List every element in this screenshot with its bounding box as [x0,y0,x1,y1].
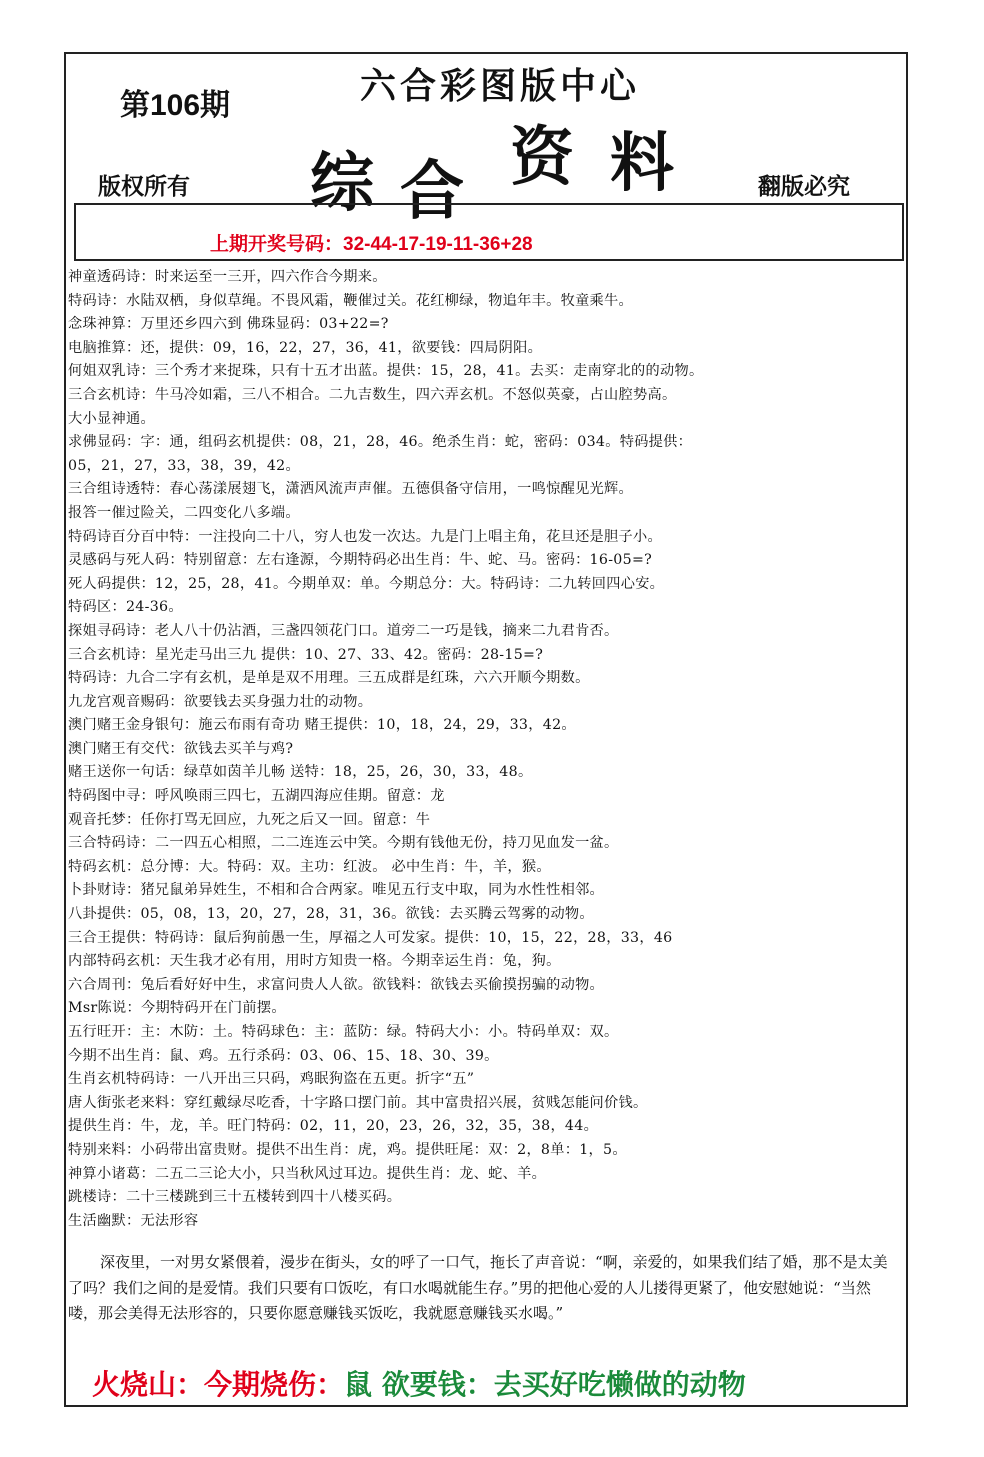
content-line: 生肖玄机特码诗：一八开出三只码，鸡眠狗盗在五更。折字“五” [68,1071,475,1088]
content-line: 五行旺开：主：木防：土。特码球色：主：蓝防：绿。特码大小：小。特码单双：双。 [68,1024,619,1040]
content-lines [68,266,910,1233]
content-line: 05，21，27，33，38，39，42。 [68,457,300,474]
main-title-char-4: 料 [610,126,674,201]
footer-part-2: 鼠 [344,1368,373,1401]
footer-part-3: 欲要钱：去买好吃懒做的动物 [381,1368,746,1401]
content-line: 卜卦财诗：猪兄鼠弟异姓生，不相和合合两家。唯见五行支中取，同为水性性相邻。 [68,882,605,899]
content-line: 三合特码诗：二一四五心相照，二二连连云中笑。今期有钱他无份，持刀见血发一盆。 [68,835,619,852]
content-line: 特码诗百分百中特：一注投向二十八，穷人也发一次达。九是门上唱主角，花旦还是胆子小。 [68,528,662,545]
content-line: 探姐寻码诗：老人八十仍沾酒，三盏四领花门口。道旁二一巧是钱，摘来二九君肯否。 [68,622,619,639]
content-line: 电脑推算：还，提供：09，16，22，27，36，41，欲要钱：四局阴阳。 [68,339,543,356]
content-line: 六合周刊：兔后看好好中生，求富问贵人人欲。欲钱料：欲钱去买偷摸拐骗的动物。 [68,976,605,993]
content-line: 特码诗：九合二字有玄机，是单是双不用理。三五成群是红珠，六六开顺今期数。 [68,670,590,687]
content-line: 今期不出生肖：鼠、鸡。五行杀码：03、06、15、18、30、39。 [68,1047,499,1064]
content-line: 提供生肖：牛，龙，羊。旺门特码：02，11，20，23，26，32，35，38，44。 [68,1118,599,1135]
main-title-char-1: 综 [310,146,374,221]
content-line: 特码图中寻：呼风唤雨三四七，五湖四海应佳期。留意：龙 [68,788,445,805]
content-line: 三合组诗透特：春心荡漾展翅飞，潇洒风流声声催。五德俱备守信用，一鸣惊醒见光辉。 [68,481,634,498]
last-result-text: 上期开奖号码：32-44-17-19-11-36+28 [210,234,533,255]
humor-story: 深夜里，一对男女紧偎着，漫步在街头，女的呼了一口气，拖长了声音说：“啊，亲爱的，如果我们结了婚，那不是太美了吗？我们之间的是爱情。我们只要有口饭吃，有口水喝就能生存。”男的把他心爱的人儿搂得更紧了，他安慰她说：“当然喽，那会美得无法形容的，只要你愿意赚钱买饭吃，我就愿意赚钱买水喝。” [68,1253,888,1322]
content-line: 念珠神算：万里还乡四六到 佛珠显码：03+22=? [68,316,389,333]
main-title-char-2: 合 [400,154,464,229]
content-line: 特码区：24-36。 [68,599,183,616]
footer-banner [92,1363,746,1403]
footer-part-1: 火烧山：今期烧伤： [92,1368,345,1401]
content-line: 特码玄机：总分博：大。特码：双。主功：红波。 必中生肖：牛，羊，猴。 [68,858,551,875]
content-line: 何姐双乳诗：三个秀才来捉珠，只有十五才出蓝。提供：15，28，41。去买：走南穿北的的动物。 [68,363,704,380]
piracy-note: 翻版必究 [758,173,850,200]
content-line: 赌王送你一句话：绿草如茵羊儿畅 送特：18，25，26，30，33，48。 [68,764,533,781]
content-line: 澳门赌王有交代：欲钱去买羊与鸡? [68,740,294,757]
content-line: 特别来料：小码带出富贵财。提供不出生肖：虎，鸡。提供旺尾：双：2，8单：1，5。 [68,1141,627,1158]
content-line: 三合王提供：特码诗：鼠后狗前愚一生，厚福之人可发家。提供：10，15，22，28，33，46 [68,929,673,946]
content-line: 三合玄机诗：牛马冷如霜，三八不相合。二九吉数生，四六弄玄机。不怒似英豪，占山腔势高。 [68,386,677,403]
content-line: Msr陈说：今期特码开在门前摆。 [68,1000,286,1017]
content-line: 观音托梦：任你打骂无回应，九死之后又一回。留意：牛 [68,811,431,828]
content-line: 神算小诸葛：二五二三论大小，只当秋风过耳边。提供生肖：龙、蛇、羊。 [68,1165,547,1182]
content-line: 神童透码诗：时来运至一三开，四六作合今期来。 [68,269,387,285]
content-line: 三合玄机诗：星光走马出三九 提供：10、27、33、42。密码：28-15=? [68,646,544,663]
copyright-note: 版权所有 [98,173,190,200]
content-line: 八卦提供：05，08，13，20，27，28，31，36。欲钱：去买腾云驾雾的动物。 [68,906,594,923]
content-line: 内部特码玄机：天生我才必有用，用时方知贵一格。今期幸运生肖：兔，狗。 [68,953,561,970]
content-line: 报答一催过险关，二四变化八多端。 [68,504,300,521]
content-line: 特码诗：水陆双栖，身似草绳。不畏风霜，鞭催过关。花红柳绿，物追年丰。牧童乘牛。 [68,292,634,309]
content-line: 求佛显码：字：通，组码玄机提供：08，21，28，46。绝杀生肖：蛇，密码：034。特码提供： [68,434,693,451]
content-line: 大小显神通。 [68,410,155,427]
main-title [290,110,710,229]
content-line: 跳楼诗：二十三楼跳到三十五楼转到四十八楼买码。 [68,1189,402,1206]
content-line: 灵感码与死人码：特别留意：左右逢源，今期特码必出生肖：牛、蛇、马。密码：16-05=? [68,552,653,569]
content-line: 唐人街张老来料：穿红戴绿尽吃香，十字路口摆门前。其中富贵招兴展，贫贱怎能问价钱。 [68,1094,648,1111]
content-line: 生活幽默：无法形容 [68,1212,199,1229]
content-line: 九龙宫观音赐码：欲要钱去买身强力壮的动物。 [68,693,373,710]
content-line: 澳门赌王金身银句：施云布雨有奇功 赌王提供：10，18，24，29，33，42。 [68,717,576,734]
content-line: 死人码提供：12，25，28，41。今期单双：单。今期总分：大。特码诗：二九转回四心安。 [68,575,665,592]
main-title-char-3: 资 [510,120,574,195]
org-title: 六合彩图版中心 [360,65,641,107]
issue-number: 第106期 [120,89,231,122]
